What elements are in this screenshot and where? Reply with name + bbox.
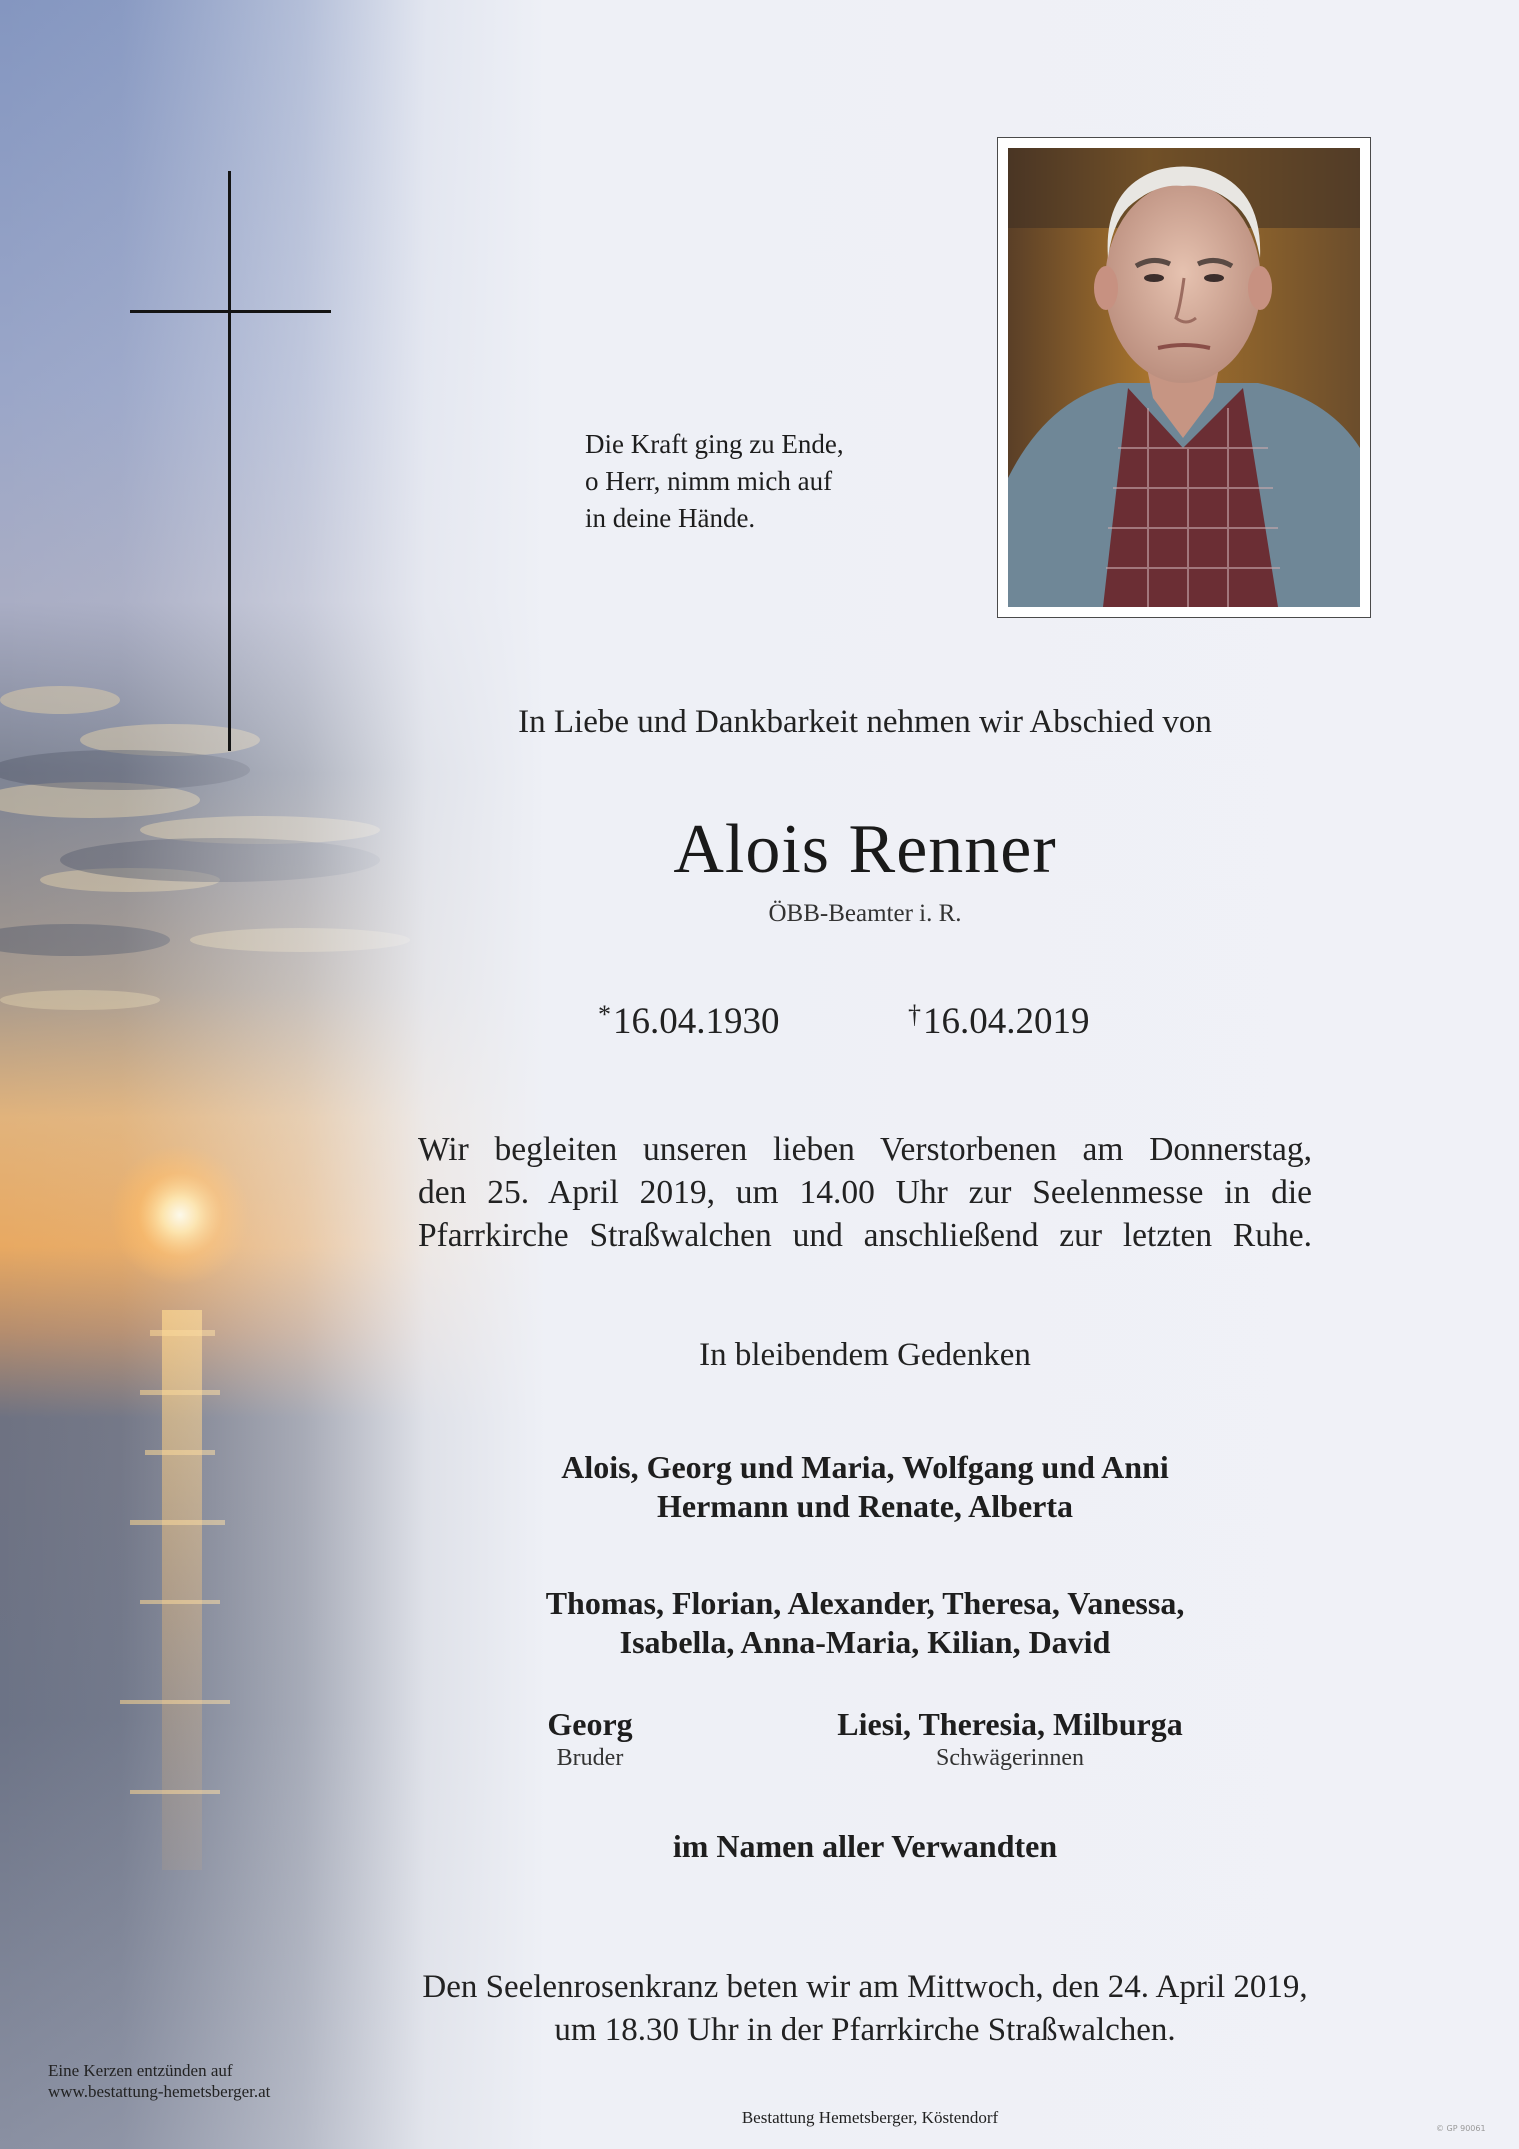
brother-name: Georg xyxy=(547,1706,633,1742)
mourners-group-grandchildren xyxy=(300,1584,1430,1662)
deceased-name: Alois Renner xyxy=(673,811,1057,888)
mourners-line: Hermann und Renate, Alberta xyxy=(657,1488,1073,1524)
birth-date xyxy=(598,1000,780,1043)
quote-line: in deine Hände. xyxy=(585,503,756,533)
rosary-line: Den Seelenrosenkranz beten wir am Mittwoch, den 24. April 2019, xyxy=(422,1969,1308,2005)
candle-note-url[interactable]: www.bestattung-hemetsberger.at xyxy=(48,2082,271,2101)
portrait-photo xyxy=(1008,148,1360,607)
funeral-line: Wir begleiten unseren lieben Verstorbenen am Donnerstag, xyxy=(418,1131,1312,1168)
template-code: © GP 90061 xyxy=(1436,2124,1486,2133)
mourner-brother xyxy=(490,1706,690,1772)
mourners-line: Alois, Georg und Maria, Wolfgang und Anni xyxy=(561,1449,1169,1485)
funeral-announcement xyxy=(418,1128,1312,1257)
mourners-line: Isabella, Anna-Maria, Kilian, David xyxy=(619,1624,1111,1660)
undertaker-name: Bestattung Hemetsberger, Köstendorf xyxy=(741,2108,999,2127)
birth-date-value: 16.04.1930 xyxy=(613,1001,780,1042)
rosary-announcement xyxy=(300,1966,1430,2052)
candle-note xyxy=(48,2060,270,2102)
cross-vertical-bar xyxy=(228,171,231,751)
portrait-photo-frame xyxy=(997,137,1371,618)
death-date-value: 16.04.2019 xyxy=(923,1001,1090,1042)
birth-symbol: * xyxy=(598,1000,611,1029)
memorial-quote xyxy=(585,426,945,537)
farewell-line: In Liebe und Dankbarkeit nehmen wir Abschied von xyxy=(518,704,1212,740)
quote-line: Die Kraft ging zu Ende, xyxy=(585,429,844,459)
quote-line: o Herr, nimm mich auf xyxy=(585,466,833,496)
death-symbol: † xyxy=(908,1000,921,1029)
brother-relation: Bruder xyxy=(556,1745,624,1771)
mourners-line: Thomas, Florian, Alexander, Theresa, Vanessa, xyxy=(545,1585,1185,1621)
death-date xyxy=(908,1000,1090,1043)
closing-line: im Namen aller Verwandten xyxy=(672,1828,1058,1864)
portrait-illustration xyxy=(1008,148,1360,607)
cross-horizontal-bar xyxy=(130,310,331,313)
candle-note-line: Eine Kerzen entzünden auf xyxy=(48,2061,233,2080)
funeral-line: den 25. April 2019, um 14.00 Uhr zur Seelenmesse in die xyxy=(418,1174,1312,1211)
mourner-sisters-in-law xyxy=(780,1706,1240,1772)
funeral-line: Pfarrkirche Straßwalchen und anschließend zur letzten Ruhe. xyxy=(418,1217,1312,1254)
deceased-profession: ÖBB-Beamter i. R. xyxy=(768,900,962,927)
sisters-in-law-names: Liesi, Theresia, Milburga xyxy=(837,1706,1183,1742)
sisters-in-law-relation: Schwägerinnen xyxy=(936,1745,1084,1771)
memory-line: In bleibendem Gedenken xyxy=(699,1337,1031,1373)
mourners-group-children xyxy=(300,1448,1430,1526)
rosary-line: um 18.30 Uhr in der Pfarrkirche Straßwalchen. xyxy=(554,2012,1176,2048)
